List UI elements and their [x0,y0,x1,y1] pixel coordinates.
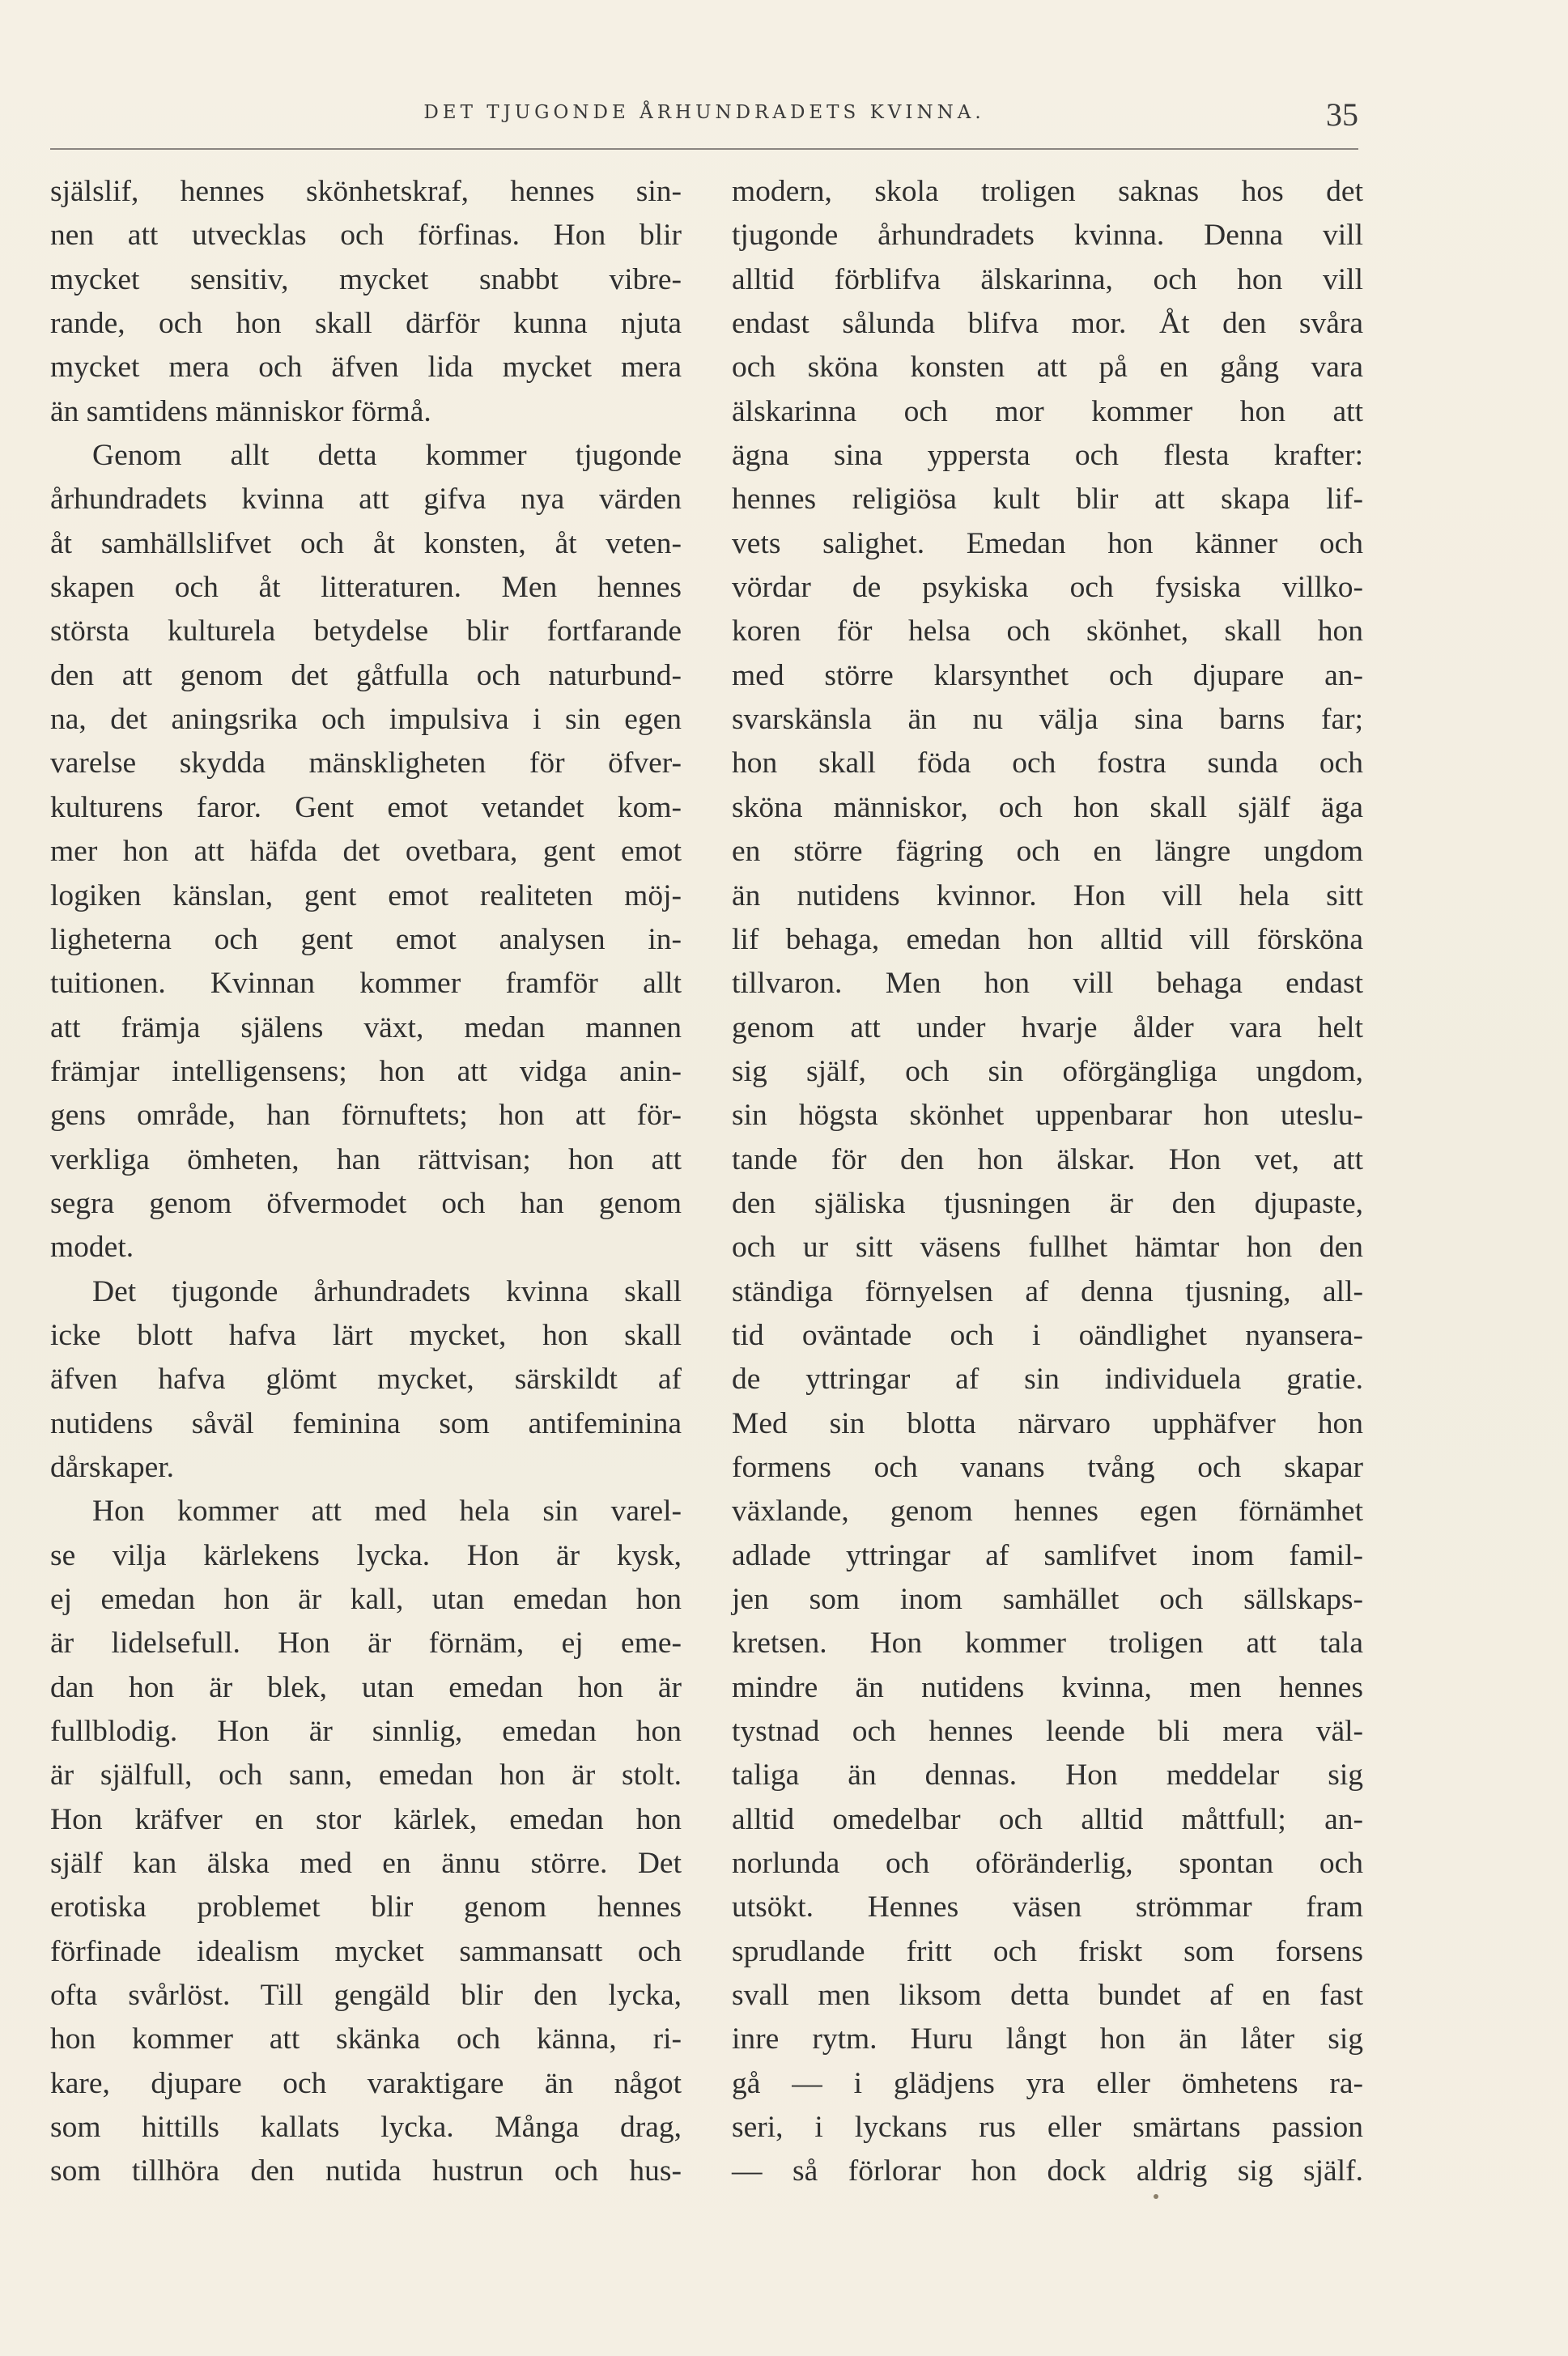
text-line: och ur sitt väsens fullhet hämtar hon den [732,1231,1363,1265]
text-line: århundradets kvinna att gifva nya värden [50,483,682,517]
text-line: den själiska tjusningen är den djupaste, [732,1186,1363,1220]
text-line: än nutidens kvinnor. Hon vill hela sitt [732,878,1363,912]
text-line: verkliga ömheten, han rättvisan; hon att [50,1142,682,1176]
text-line: rande, och hon skall därför kunna njuta [50,307,682,341]
text-line: att främja själens växt, medan mannen [50,1010,682,1044]
text-line: som hittills kallats lycka. Många drag, [50,2111,682,2145]
text-line: kare, djupare och varaktigare än något [50,2066,682,2100]
text-line: gå — i glädjens yra eller ömhetens ra- [732,2066,1363,2100]
text-line: — så förlorar hon dock aldrig sig själf. [732,2154,1363,2188]
text-line: inre rytm. Huru långt hon än låter sig [732,2022,1363,2056]
text-line: skapen och åt litteraturen. Men hennes [50,571,682,605]
text-line: är lidelsefull. Hon är förnäm, ej eme- [50,1627,682,1661]
text-line: fullblodig. Hon är sinnlig, emedan hon [50,1715,682,1749]
text-line: adlade yttringar af samlifvet inom famil- [732,1538,1363,1572]
text-line: alltid förblifva älskarinna, och hon vill [732,262,1363,296]
paper-speck [1154,2194,1158,2199]
text-line: modet. [50,1231,134,1265]
text-line: modern, skola troligen saknas hos det [732,175,1363,208]
text-line: ligheterna och gent emot analysen in- [50,922,682,956]
text-line: gens område, han förnuftets; hon att för- [50,1099,682,1133]
text-line: sig själf, och sin oförgängliga ungdom, [732,1054,1363,1088]
text-line: varelse skydda mänskligheten för öfver- [50,746,682,780]
text-line: alltid omedelbar och alltid måttfull; an- [732,1802,1363,1836]
text-line: kretsen. Hon kommer troligen att tala [732,1627,1363,1661]
text-line: lif behaga, emedan hon alltid vill försköna [732,922,1363,956]
text-line: än samtidens människor förmå. [50,394,431,428]
text-line: ej emedan hon är kall, utan emedan hon [50,1583,682,1616]
text-line: hennes religiösa kult blir att skapa lif- [732,483,1363,517]
text-line: segra genom öfvermodet och han genom [50,1186,682,1220]
text-line: svall men liksom detta bundet af en fast [732,1979,1363,2013]
text-line: tystnad och hennes leende bli mera väl- [732,1715,1363,1749]
page-number: 35 [1326,96,1358,133]
text-line: nen att utvecklas och förfinas. Hon blir [50,219,682,253]
text-line: sköna människor, och hon skall själf äga [732,790,1363,824]
text-line: hon skall föda och fostra sunda och [732,746,1363,780]
text-line: är själfull, och sann, emedan hon är stolt. [50,1758,682,1793]
text-line: sprudlande fritt och friskt som forsens [732,1934,1363,1968]
text-line: med större klarsynthet och djupare an- [732,658,1363,692]
text-line: en större fägring och en längre ungdom [732,835,1363,869]
text-line: tillvaron. Men hon vill behaga endast [732,967,1363,1001]
right-text-column [732,170,1363,2194]
page-header [50,96,1358,146]
text-line: koren för helsa och skönhet, skall hon [732,615,1363,649]
text-line: förfinade idealism mycket sammansatt och [50,1934,682,1968]
text-line: själf kan älska med en ännu större. Det [50,1847,682,1881]
text-line: älskarinna och mor kommer hon att [732,394,1363,428]
text-line: dan hon är blek, utan emedan hon är [50,1670,682,1704]
text-line: växlande, genom hennes egen förnämhet [732,1495,1363,1529]
text-line: formens och vanans tvång och skapar [732,1450,1363,1484]
text-line: na, det aningsrika och impulsiva i sin egen [50,703,682,737]
running-title: DET TJUGONDE ÅRHUNDRADETS KVINNA. [423,102,985,123]
text-line: utsökt. Hennes väsen strömmar fram [732,1890,1363,1924]
text-line: största kulturela betydelse blir fortfarande [50,615,682,649]
text-line: kulturens faror. Gent emot vetandet kom- [50,790,682,824]
text-line: svarskänsla än nu välja sina barns far; [732,703,1363,737]
text-line: ständiga förnyelsen af denna tjusning, all- [732,1274,1363,1308]
text-line: Det tjugonde århundradets kvinna skall [92,1274,682,1308]
text-line: hon kommer att skänka och känna, ri- [50,2022,682,2056]
text-line: icke blott hafva lärt mycket, hon skall [50,1318,682,1352]
text-line: åt samhällslifvet och åt konsten, åt veten- [50,526,682,560]
text-line: mycket sensitiv, mycket snabbt vibre- [50,262,682,296]
text-line: endast sålunda blifva mor. Åt den svåra [732,307,1363,341]
text-line: se vilja kärlekens lycka. Hon är kysk, [50,1538,682,1572]
text-line: tjugonde århundradets kvinna. Denna vill [732,219,1363,253]
text-line: vördar de psykiska och fysiska villko- [732,571,1363,605]
text-line: som tillhöra den nutida hustrun och hus- [50,2154,682,2188]
text-line: jen som inom samhället och sällskaps- [732,1583,1363,1616]
text-line: Genom allt detta kommer tjugonde [92,439,682,473]
text-line: tuitionen. Kvinnan kommer framför allt [50,967,682,1001]
text-line: vets salighet. Emedan hon känner och [732,526,1363,560]
text-line: de yttringar af sin individuela gratie. [732,1363,1363,1397]
text-line: själslif, hennes skönhetskraf, hennes sin- [50,175,682,208]
text-line: taliga än dennas. Hon meddelar sig [732,1758,1363,1793]
text-line: ofta svårlöst. Till gengäld blir den lycka, [50,1979,682,2013]
text-line: logiken känslan, gent emot realiteten möj- [50,878,682,912]
text-line: mer hon att häfda det ovetbara, gent emot [50,835,682,869]
text-line: dårskaper. [50,1450,175,1484]
text-line: Hon kräfver en stor kärlek, emedan hon [50,1802,682,1836]
text-line: norlunda och oföränderlig, spontan och [732,1847,1363,1881]
text-line: sin högsta skönhet uppenbarar hon uteslu- [732,1099,1363,1133]
text-line: nutidens såväl feminina som antifeminina [50,1406,682,1440]
text-line: tande för den hon älskar. Hon vet, att [732,1142,1363,1176]
text-line: erotiska problemet blir genom hennes [50,1890,682,1924]
text-line: främjar intelligensens; hon att vidga anin- [50,1054,682,1088]
text-line: och sköna konsten att på en gång vara [732,351,1363,385]
text-line: mindre än nutidens kvinna, men hennes [732,1670,1363,1704]
text-line: Hon kommer att med hela sin varel- [92,1495,682,1529]
left-text-column [50,170,682,2194]
text-line: äfven hafva glömt mycket, särskildt af [50,1363,682,1397]
text-line: den att genom det gåtfulla och naturbund- [50,658,682,692]
text-line: genom att under hvarje ålder vara helt [732,1010,1363,1044]
text-line: ägna sina yppersta och flesta krafter: [732,439,1363,473]
text-line: tid oväntade och i oändlighet nyansera- [732,1318,1363,1352]
text-line: Med sin blotta närvaro upphäfver hon [732,1406,1363,1440]
text-line: seri, i lyckans rus eller smärtans passion [732,2111,1363,2145]
text-line: mycket mera och äfven lida mycket mera [50,351,682,385]
header-rule [50,148,1358,150]
